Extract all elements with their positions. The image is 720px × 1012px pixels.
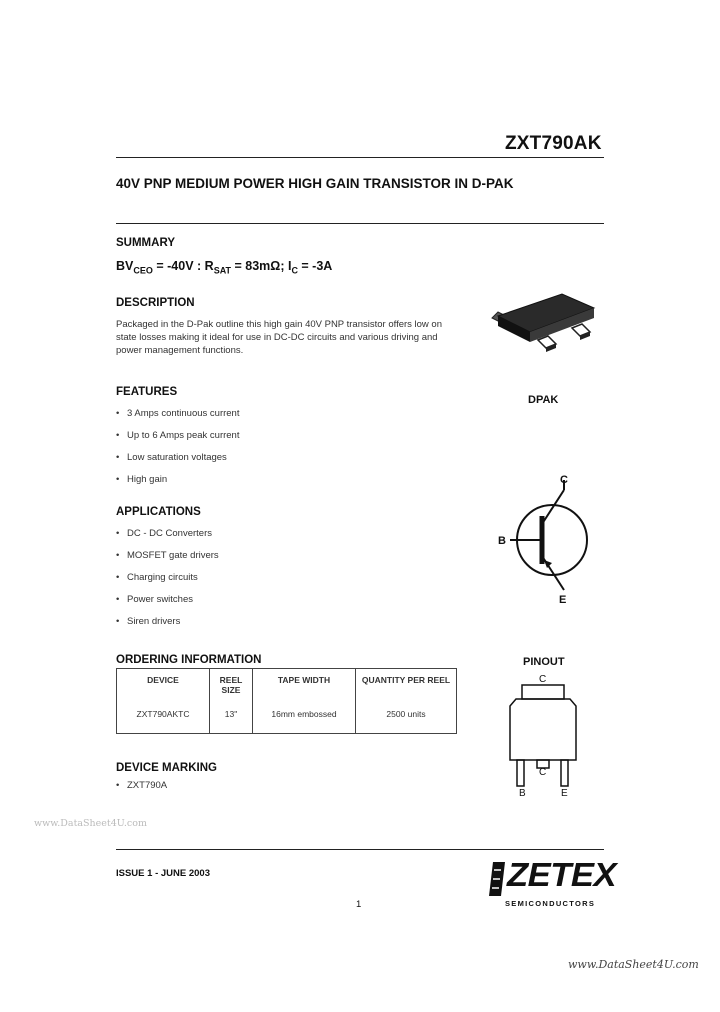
watermark-right: www.DataSheet4U.com <box>568 958 699 971</box>
table-cell: 16mm embossed <box>253 705 356 734</box>
column-header: DEVICE <box>117 669 210 706</box>
feature-item: • High gain <box>116 474 168 485</box>
applications-heading: APPLICATIONS <box>116 506 201 518</box>
emitter-label: E <box>559 594 567 606</box>
issue-date: ISSUE 1 - JUNE 2003 <box>116 868 210 879</box>
transistor-symbol <box>492 472 602 612</box>
column-header: TAPE WIDTH <box>253 669 356 706</box>
ordering-table <box>116 668 457 734</box>
description-text: Packaged in the D-Pak outline this high gain 40V PNP transistor offers low on state losses making it ideal for use in DC-DC circuits and various driving and power management functions. <box>116 319 443 356</box>
watermark-left: www.DataSheet4U.com <box>34 818 147 829</box>
title-rule <box>116 223 604 224</box>
application-item: • Siren drivers <box>116 616 181 627</box>
column-header: QUANTITY PER REEL <box>356 669 457 706</box>
table-header-row <box>117 669 457 706</box>
summary-heading: SUMMARY <box>116 237 175 249</box>
dpak-package-illustration <box>484 286 609 366</box>
column-header: REEL SIZE <box>210 669 253 706</box>
base-label: B <box>498 535 506 547</box>
ordering-heading: ORDERING INFORMATION <box>116 654 262 666</box>
zetex-logo-text: ZETEX <box>507 856 617 893</box>
features-heading: FEATURES <box>116 386 178 398</box>
pinout-b-label: B <box>519 788 526 799</box>
description-heading: DESCRIPTION <box>116 297 195 309</box>
page-number: 1 <box>356 899 362 910</box>
table-cell: 13" <box>210 705 253 734</box>
marking-heading: DEVICE MARKING <box>116 762 217 774</box>
feature-item: • Up to 6 Amps peak current <box>116 430 240 441</box>
feature-item: • 3 Amps continuous current <box>116 408 240 419</box>
footer-rule <box>116 849 604 850</box>
pinout-c-mid-label: C <box>539 767 547 778</box>
pinout-heading: PINOUT <box>523 656 565 668</box>
zetex-logo-mark-icon <box>489 862 505 896</box>
application-item: • Power switches <box>116 594 193 605</box>
document-title: 40V PNP MEDIUM POWER HIGH GAIN TRANSISTOR IN D-PAK <box>116 176 514 191</box>
collector-label: C <box>560 474 568 486</box>
application-item: • DC - DC Converters <box>116 528 212 539</box>
table-cell: 2500 units <box>356 705 457 734</box>
pinout-c-top-label: C <box>539 674 547 685</box>
application-item: • MOSFET gate drivers <box>116 550 219 561</box>
marking-item: • ZXT790A <box>116 780 168 791</box>
table-cell: ZXT790AKTC <box>117 705 210 734</box>
feature-item: • Low saturation voltages <box>116 452 227 463</box>
summary-spec: $BV_{CEO} = -40V$ : $R_{SAT} = 83m\Omega$; $I_C = -3A$ <box>116 259 333 276</box>
zetex-logo-subtitle: SEMICONDUCTORS <box>505 899 596 908</box>
top-rule <box>116 157 604 158</box>
package-label: DPAK <box>528 394 559 406</box>
pinout-e-label: E <box>561 788 568 799</box>
application-item: • Charging circuits <box>116 572 198 583</box>
part-number: ZXT790AK <box>505 133 602 154</box>
table-row <box>117 705 457 734</box>
